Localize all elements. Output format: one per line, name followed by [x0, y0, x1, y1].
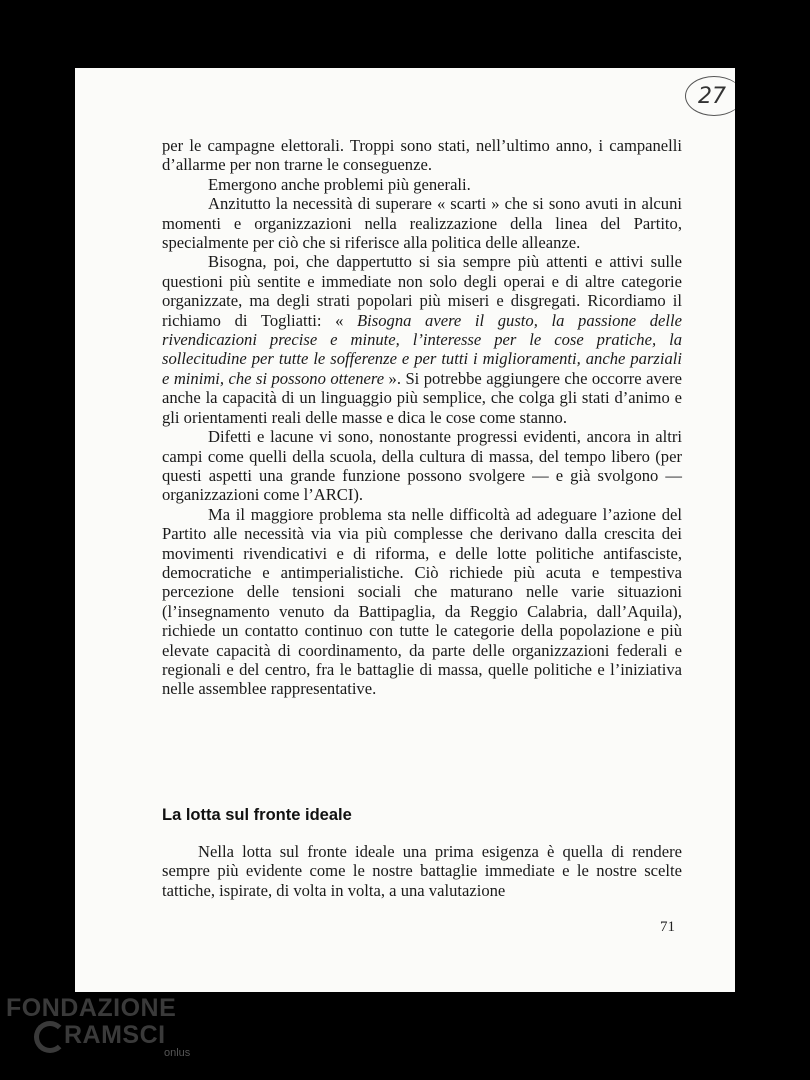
logo-line-onlus: onlus	[164, 1047, 191, 1059]
paragraph-2: Emergono anche problemi più generali.	[208, 174, 471, 194]
paragraph-4	[162, 252, 682, 427]
section-heading: La lotta sul fronte ideale	[162, 806, 352, 824]
paragraph-5: Difetti e lacune vi sono, nonostante progressi evidenti, ancora in altri campi come quelli della scuola, della cultura di massa, del tempo libero (per questi aspetti una grande funzione possono svolgere — e già svolgono — organizzazioni come l’ARCI).	[162, 427, 682, 505]
paragraph-3: Anzitutto la necessità di superare « scarti » che si sono avuti in alcuni momenti e organizzazioni nella realizzazione della linea del Partito, specialmente per ciò che si riferisce alla politica delle alleanze.	[162, 194, 682, 253]
logo-line-gramsci: RAMSCI	[64, 1021, 166, 1049]
page-number: 71	[660, 919, 675, 935]
paragraph-1: per le campagne elettorali. Troppi sono stati, nell’ultimo anno, i campanelli d’allarme per non trarne le conseguenze.	[162, 136, 682, 175]
paragraph-4-text-before: Bisogna, poi, che dappertutto si sia sempre più attenti e attivi sulle questioni più sentite e immediate non solo degli operai e di altre categorie organizzate, ma degli strati popolari più miseri e disgregati. Ricordiamo il richiamo di Togliatti: «	[162, 252, 682, 330]
handwritten-annotation: 27	[685, 76, 735, 116]
document-page	[75, 68, 735, 992]
logo-g-icon	[34, 1021, 66, 1053]
closing-text	[162, 842, 682, 900]
paragraph-6: Ma il maggiore problema sta nelle difficoltà ad adeguare l’azione del Partito alle necessità via via più complesse che derivano dalla crescita dei movimenti rivendicativi e di riforma, e delle lotte politiche antifasciste, democratiche e antimperialistiche. Ciò richiede più acuta e tempestiva percezione delle tensioni sociali che maturano nelle varie situazioni (l’insegnamento venuto da Battipaglia, da Reggio Calabria, dall’Aquila), richiede un contatto continuo con tutte le categorie della popolazione e più elevate capacità di coordinamento, da parte delle organizzazioni federali e regionali e del centro, fra le battaglie di massa, quelle politiche e l’iniziativa nelle assemblee rappresentative.	[162, 504, 682, 699]
paragraph-4-text-after: ». Si potrebbe aggiungere che occorre avere anche la capacità di un linguaggio più semplice, che colga gli stati d’animo e gli orientamenti reali delle masse e dica le cose come stanno.	[162, 368, 682, 427]
logo-line-fondazione: FONDAZIONE	[6, 994, 177, 1022]
fondazione-gramsci-logo	[6, 994, 206, 1064]
togliatti-quote: Bisogna avere il gusto, la passione delle rivendicazioni precise e minute, l’interesse per le cose pratiche, la sollecitudine per tutte le sofferenze e per tutti i miglioramenti, anche parziali e minimi, che si possono ottenere	[162, 310, 682, 388]
body-text	[162, 136, 682, 699]
closing-paragraph: Nella lotta sul fronte ideale una prima esigenza è quella di rendere sempre più evidente come le nostre battaglie immediate e le nostre scelte tattiche, ispirate, di volta in volta, a una valutazione	[162, 842, 682, 900]
